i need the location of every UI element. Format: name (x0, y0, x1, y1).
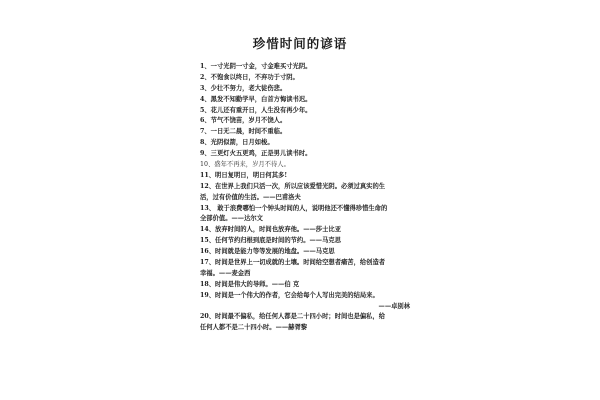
proverb-line: 19、时间是一个伟大的作者，它会给每个人写出完美的结局来。 (200, 291, 379, 299)
proverb-line: 1、一寸光阴一寸金，寸金难买寸光阴。 (200, 63, 312, 70)
proverb-line: 全部价值。——达尔文 (200, 215, 263, 223)
proverb-line: 17、时间是世界上一切成就的土壤。时间给空想者痛苦，给创造者 (200, 259, 386, 267)
proverb-line: 4、黑发不知勤学早，白首方悔读书迟。 (200, 95, 312, 103)
proverb-line: 20、时间最不偏私，给任何人都是二十四小时；时间也是偏私，给 (200, 313, 386, 321)
proverb-line: 10、盛年不再来，岁月不待人。 (200, 161, 290, 169)
proverb-line: 幸福。——麦金西 (200, 269, 251, 277)
proverb-line: 13、 敢于浪费哪怕一个钟头时间的人，说明他还不懂得珍惜生命的 (200, 204, 388, 212)
proverb-line: 16、时间就是能力等等发展的地盘。——马克思 (200, 248, 335, 256)
proverb-line: 15、任何节约归根到底是时间的节约。——马克思 (200, 237, 341, 245)
proverb-line: 7、一日无二晨，时间不重临。 (200, 128, 287, 136)
proverb-line: 5、花儿还有重开日，人生没有再少年。 (200, 106, 312, 114)
proverb-line: 任何人都不是二十四小时。——赫胥黎 (200, 324, 308, 332)
proverb-line: 12、在世界上我们只活一次，所以应该爱惜光阴。必须过真实的生 (200, 182, 386, 190)
proverb-line: 2、不饱食以终日，不弃功于寸阴。 (200, 73, 299, 81)
document-title: 珍惜时间的谚语 (252, 36, 348, 51)
proverb-line: 6、节气不饶苗，岁月不饶人。 (200, 117, 287, 125)
proverb-list (200, 62, 412, 334)
proverb-line: 活，过有价值的生活。——巴甫洛夫 (200, 193, 301, 201)
proverb-line: 14、放弃时间的人，时间也放弃他。——莎士比亚 (200, 226, 341, 234)
proverb-line: 3、少壮不努力，老大徒伤悲。 (200, 84, 287, 92)
proverb-line: 8、光阴似箭，日月如梭。 (200, 139, 274, 147)
proverb-line: 9、三更灯火五更鸡，正是男儿读书时。 (200, 150, 312, 158)
proverb-line: ——卓别林 (378, 302, 410, 310)
proverb-line: 11、明日复明日，明日何其多! (200, 171, 288, 179)
proverb-line: 18、时间是伟大的导师。——伯 克 (200, 280, 300, 288)
